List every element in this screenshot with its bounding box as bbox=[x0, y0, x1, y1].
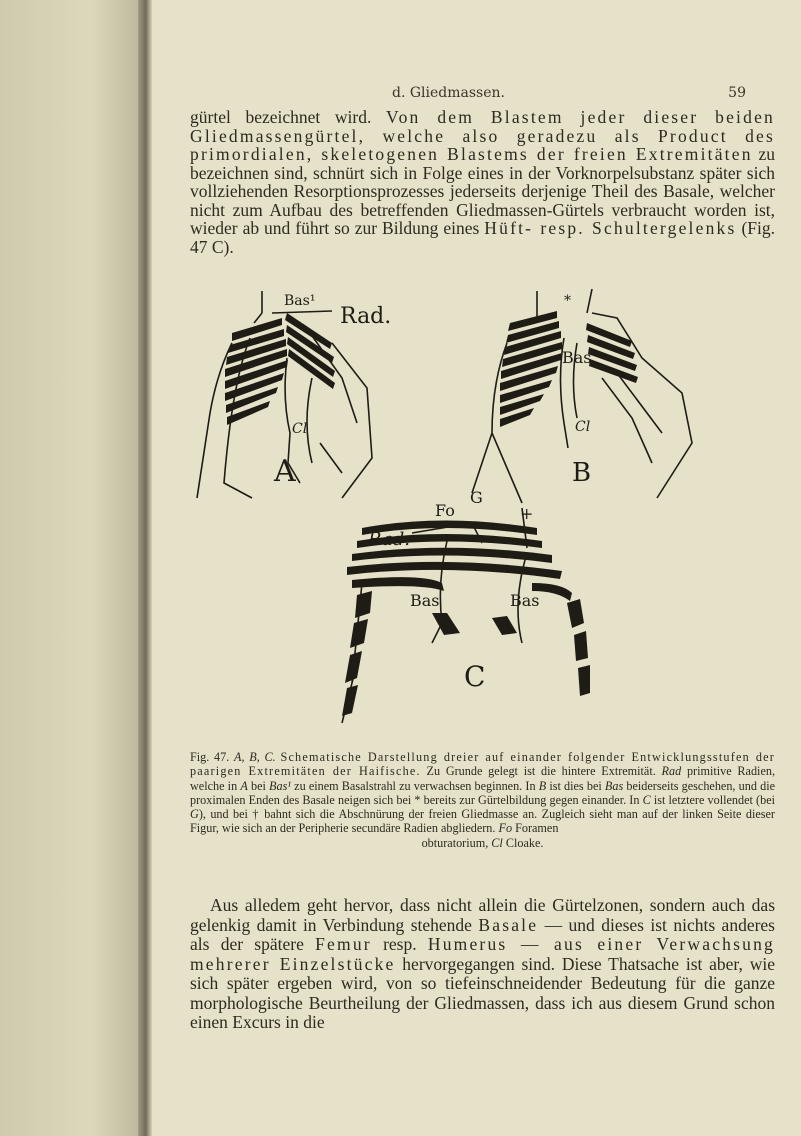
paragraph-1 bbox=[190, 108, 775, 256]
para2-spaced-2: Femur bbox=[315, 934, 372, 954]
caption-term: A bbox=[240, 778, 248, 793]
caption-text: ist letztere vollendet (bei bbox=[650, 792, 776, 807]
para1-text-1: gürtel bezeichnet wird. bbox=[190, 107, 387, 127]
caption-text: ist dies bei bbox=[546, 778, 605, 793]
caption-text: obturatorium, bbox=[421, 835, 492, 850]
caption-term: G bbox=[190, 807, 199, 822]
label-fo: Fo bbox=[435, 501, 455, 520]
para1-text-2: zu bezeichnen sind, schnürt sich in Folge eines in der Vorknorpelsubstanz später sich vollziehenden Resorptionsprozesses jederseits derjenige Theil des Basale, welcher nicht zum Aufbau des betreffenden Gliedmassen-Gürtels verbraucht worden ist, wieder ab und führt so zur Bildung eines bbox=[190, 144, 775, 238]
caption-fig-number: Fig. 47. bbox=[190, 750, 230, 764]
label-rad: Rad. bbox=[340, 304, 392, 329]
facing-page-edge bbox=[0, 0, 150, 1136]
paragraph-2 bbox=[190, 896, 775, 1033]
caption-text: zu einem Basalstrahl zu verwachsen beginnen. In bbox=[290, 778, 539, 793]
show-through-text bbox=[4, 0, 144, 1136]
para1-spaced-2: Hüft- resp. Schultergelenks bbox=[484, 218, 737, 238]
para2-spaced-3: Humerus — aus einer Verwachsung mehrerer Einzelstücke bbox=[190, 934, 775, 974]
hatching-b bbox=[500, 311, 638, 427]
label-g: G bbox=[470, 488, 483, 507]
para2-text-2: — und dieses ist nichts anderes als der spätere bbox=[190, 914, 775, 954]
label-cl-b: Cl bbox=[575, 419, 591, 435]
caption-text: Cloake. bbox=[502, 835, 544, 850]
book-page bbox=[152, 0, 801, 1136]
label-bas-c-right: Bas bbox=[510, 591, 540, 610]
para2-spaced-1: Basale bbox=[478, 914, 539, 935]
label-star: * bbox=[564, 293, 571, 309]
para2-text-1: Aus alledem geht hervor, dass nicht allein die Gürtelzonen, sondern auch das gelenkig damit in Verbindung stehende bbox=[190, 895, 775, 935]
caption-term: Fo bbox=[498, 821, 513, 836]
caption-term: B bbox=[538, 778, 547, 793]
label-bas-b: Bas bbox=[562, 348, 592, 367]
para1-spaced-1: Von dem Blastem jeder dieser beiden Gliedmassengürtel, welche also geradezu als Product des primordialen, skeletogenen Blastems der freien Extremitäten bbox=[190, 107, 775, 164]
label-cl-a: Cl bbox=[292, 421, 308, 437]
caption-text: beiderseits geschehen, und die proximalen Enden des Basale neigen sich bei * bereits zur Gürtelbildung gegen einander. In bbox=[190, 778, 775, 807]
caption-term: Cl bbox=[491, 835, 503, 850]
book-gutter bbox=[138, 0, 152, 1136]
caption-text: primitive Radien, welche in bbox=[190, 764, 775, 793]
label-c: C bbox=[464, 660, 486, 693]
caption-term: Bas bbox=[604, 778, 624, 793]
para2-text-3: resp. bbox=[371, 934, 428, 954]
caption-term: Rad bbox=[661, 764, 682, 779]
page-header bbox=[152, 85, 801, 107]
hatching-a bbox=[225, 313, 335, 425]
label-rad-c: Rad. bbox=[368, 529, 410, 550]
caption-last-line bbox=[190, 836, 775, 850]
label-a: A bbox=[274, 454, 296, 489]
para1-text-3: (Fig. 47 C). bbox=[190, 218, 775, 257]
caption-panels: A, B, C. bbox=[234, 750, 276, 764]
figure-caption bbox=[190, 750, 775, 850]
para2-text-4: hervorgegangen sind. Diese Thatsache ist aber, wie sich später ergeben wird, von so tiefeinschneidender Bedeutung für die ganze morphologische Beurtheilung der Gliedmassen, dass ich aus diesem Grund schon einen Excurs in die bbox=[190, 953, 775, 1032]
figure-47-drawing bbox=[192, 283, 767, 743]
caption-term: C bbox=[642, 792, 651, 807]
page-number: 59 bbox=[728, 85, 746, 101]
caption-heading: Schematische Darstellung dreier auf einander folgender Entwicklungsstufen der paarigen Extremitäten der Haifische. bbox=[190, 750, 775, 779]
label-dagger: + bbox=[520, 504, 534, 523]
caption-text: ), und bei † bahnt sich die Abschnürung der freien Gliedmasse an. Zugleich sieht man auf der linken Seite dieser Figur, wie sich an der Peripherie secundäre Radien abgliedern. bbox=[190, 807, 775, 836]
caption-text: Foramen bbox=[512, 821, 559, 836]
label-bas1: Bas¹ bbox=[284, 293, 316, 309]
label-b: B bbox=[572, 458, 592, 488]
caption-text: Zu Grunde gelegt ist die hintere Extremität. bbox=[420, 764, 662, 779]
figure-47 bbox=[192, 283, 767, 743]
label-bas-c-left: Bas bbox=[410, 591, 440, 610]
caption-text: bei bbox=[247, 778, 270, 793]
caption-term: Bas¹ bbox=[269, 778, 291, 793]
running-title: d. Gliedmassen. bbox=[392, 85, 505, 101]
